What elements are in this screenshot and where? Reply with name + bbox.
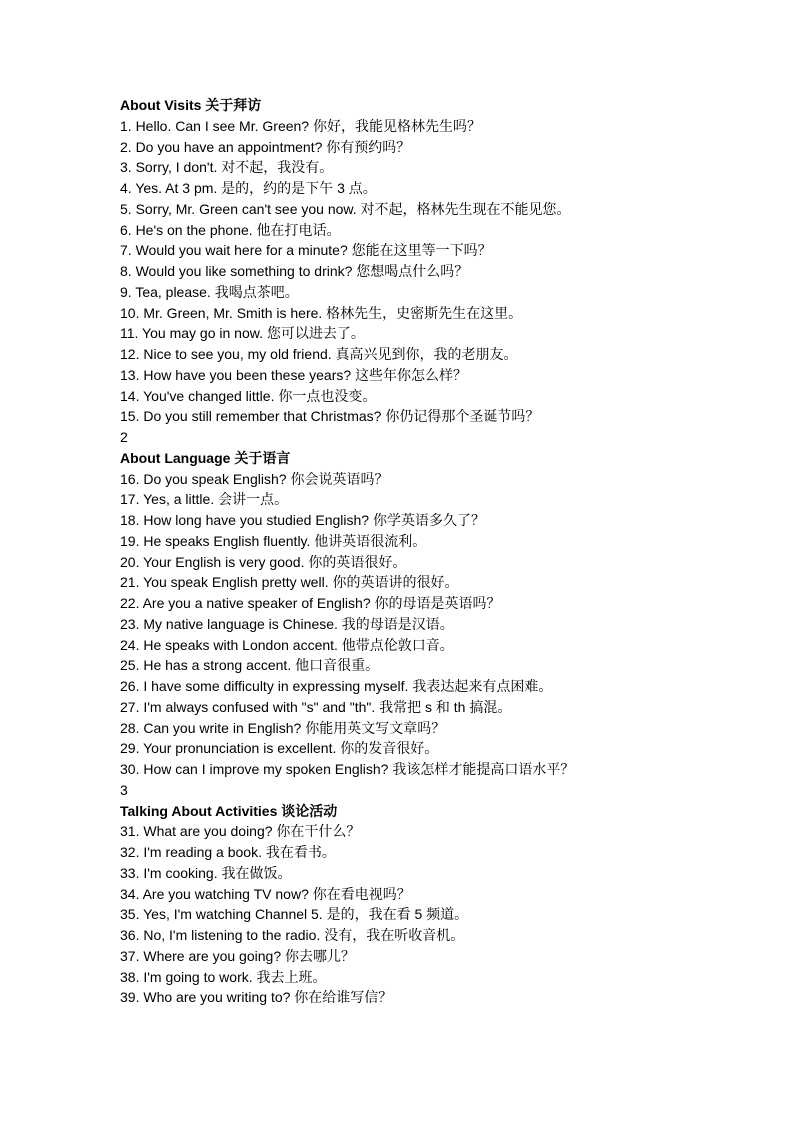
- list-item: 30. How can I improve my spoken English? 我该怎样才能提高口语水平？: [120, 761, 575, 777]
- list-item: 15. Do you still remember that Christmas? 你仍记得那个圣诞节吗？: [120, 408, 540, 425]
- list-item: 37. Where are you going? 你去哪儿？: [120, 947, 355, 964]
- list-item: 31. What are you doing? 你在干什么？: [120, 823, 361, 840]
- list-item: 12. Nice to see you, my old friend. 真高兴见到你，我的老朋友。: [120, 346, 518, 362]
- list-item: 16. Do you speak English? 你会说英语吗？: [120, 470, 389, 487]
- list-item: 28. Can you write in English? 你能用英文写文章吗？: [120, 719, 446, 736]
- list-item: 7. Would you wait here for a minute? 您能在这里等一下吗？: [120, 242, 492, 259]
- list-item: 26. I have some difficulty in expressing myself. 我表达起来有点困难。: [120, 678, 553, 694]
- list-item: 8. Would you like something to drink? 您想喝点什么吗？: [120, 263, 469, 279]
- list-item: 22. Are you a native speaker of English? 你的母语是英语吗？: [120, 595, 501, 611]
- list-item: 2. Do you have an appointment? 你有预约吗？: [120, 138, 411, 155]
- list-item: 17. Yes, a little. 会讲一点。: [120, 491, 289, 508]
- list-item: 23. My native language is Chinese. 我的母语是汉语。: [120, 615, 454, 632]
- list-item: 13. How have you been these years? 这些年你怎么样？: [120, 366, 468, 383]
- list-item: 35. Yes, I'm watching Channel 5. 是的，我在看 5 频道。: [120, 906, 469, 923]
- section-heading: About Language 关于语言: [120, 449, 291, 466]
- list-item: 19. He speaks English fluently. 他讲英语很流利。: [120, 532, 427, 549]
- list-item: 10. Mr. Green, Mr. Smith is here. 格林先生，史密斯先生在这里。: [120, 304, 523, 321]
- list-item: 4. Yes. At 3 pm. 是的，约的是下午 3 点。: [120, 180, 377, 196]
- list-item: 6. He's on the phone. 他在打电话。: [120, 221, 341, 238]
- list-item: 18. How long have you studied English? 你学英语多久了？: [120, 512, 485, 528]
- list-item: 14. You've changed little. 你一点也没变。: [120, 387, 377, 404]
- list-item: 11. You may go in now. 您可以进去了。: [120, 325, 365, 342]
- list-item: 34. Are you watching TV now? 你在看电视吗？: [120, 885, 411, 902]
- section-heading: Talking About Activities 谈论活动: [120, 802, 338, 819]
- list-item: 5. Sorry, Mr. Green can't see you now. 对不起，格林先生现在不能见您。: [120, 200, 571, 217]
- list-item: 29. Your pronunciation is excellent. 你的发音很好。: [120, 740, 439, 757]
- list-item: 20. Your English is very good. 你的英语很好。: [120, 553, 407, 570]
- list-item: 27. I'm always confused with "s" and "th". 我常把 s 和 th 搞混。: [120, 698, 512, 715]
- list-item: 38. I'm going to work. 我去上班。: [120, 968, 327, 985]
- list-item: 9. Tea, please. 我喝点茶吧。: [120, 283, 299, 300]
- list-item: 25. He has a strong accent. 他口音很重。: [120, 657, 380, 674]
- section-heading: About Visits 关于拜访: [120, 97, 262, 113]
- list-item: 39. Who are you writing to? 你在给谁写信？: [120, 989, 393, 1006]
- list-item: 3. Sorry, I don't. 对不起，我没有。: [120, 159, 334, 176]
- document-page: [120, 95, 760, 1008]
- list-item: 33. I'm cooking. 我在做饭。: [120, 864, 292, 881]
- list-item: 24. He speaks with London accent. 他带点伦敦口音。: [120, 636, 454, 653]
- list-item: 1. Hello. Can I see Mr. Green? 你好，我能见格林先生吗？: [120, 117, 481, 134]
- list-item: 21. You speak English pretty well. 你的英语讲的很好。: [120, 574, 459, 591]
- list-item: 36. No, I'm listening to the radio. 没有，我在听收音机。: [120, 927, 465, 943]
- section-number: 3: [120, 781, 128, 798]
- list-item: 32. I'm reading a book. 我在看书。: [120, 844, 336, 860]
- section-number: 2: [120, 429, 128, 445]
